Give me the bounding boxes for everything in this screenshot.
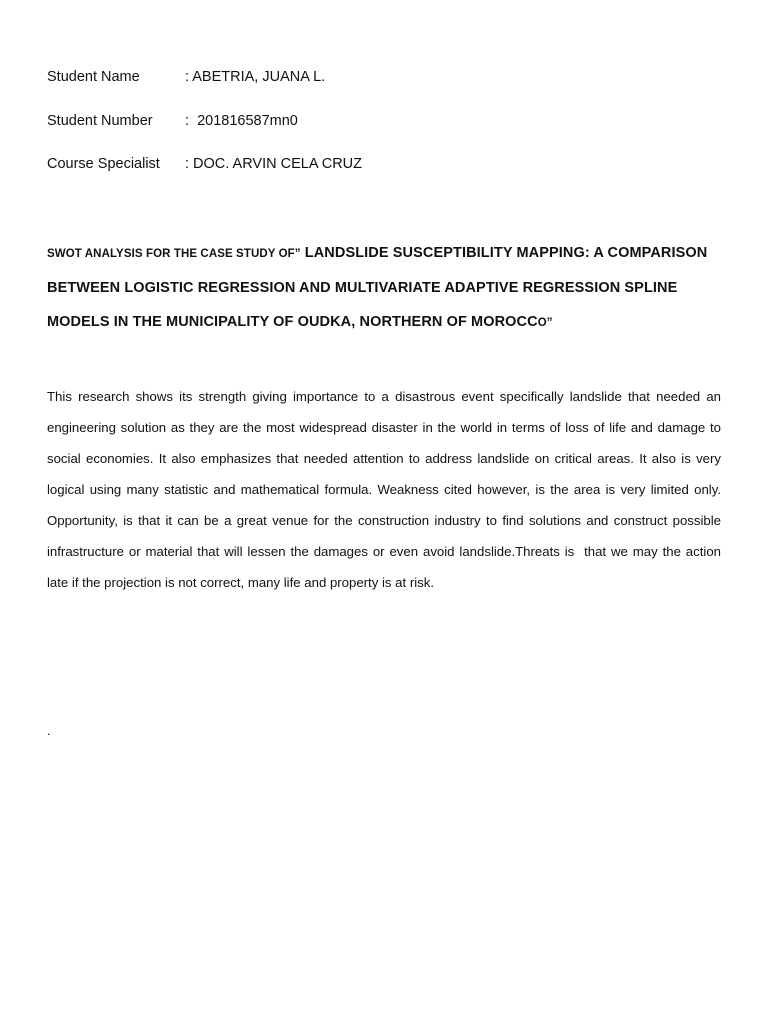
student-name-label: Student Name [47, 69, 140, 85]
title-prefix: SWOT ANALYSIS FOR THE CASE STUDY OF” [47, 248, 301, 260]
course-specialist-label: Course Specialist [47, 156, 160, 172]
student-name-value: : ABETRIA, JUANA L. [185, 69, 326, 85]
student-number-value: : 201816587mn0 [185, 113, 298, 129]
title-suffix: O” [537, 317, 553, 329]
document-title [47, 236, 727, 340]
course-specialist-value: : DOC. ARVIN CELA CRUZ [185, 156, 362, 172]
student-number-label: Student Number [47, 113, 153, 129]
title-main: LANDSLIDE SUSCEPTIBILITY MAPPING: A COMPARISON BETWEEN LOGISTIC REGRESSION AND MULTIVARIATE ADAPTIVE REGRESSION SPLINE MODELS IN THE MUNICIPALITY OF OUDKA, NORTHERN OF MOROCC [47, 245, 708, 330]
body-paragraph: This research shows its strength giving importance to a disastrous event specifically landslide that needed an engineering solution as they are the most widespread disaster in the world in terms of loss of life and damage to social economies. It also emphasizes that needed attention to address landslide on critical areas. It also is very logical using many statistic and mathematical formula. Weakness cited however, is the area is very limited only. Opportunity, is that it can be a great venue for the construction industry to find solutions and construct possible infrastructure or material that will lessen the damages or even avoid landslide.Threats is that we may the action late if the projection is not correct, many life and property is at risk. [47, 389, 725, 590]
trailing-period: . [47, 723, 51, 738]
